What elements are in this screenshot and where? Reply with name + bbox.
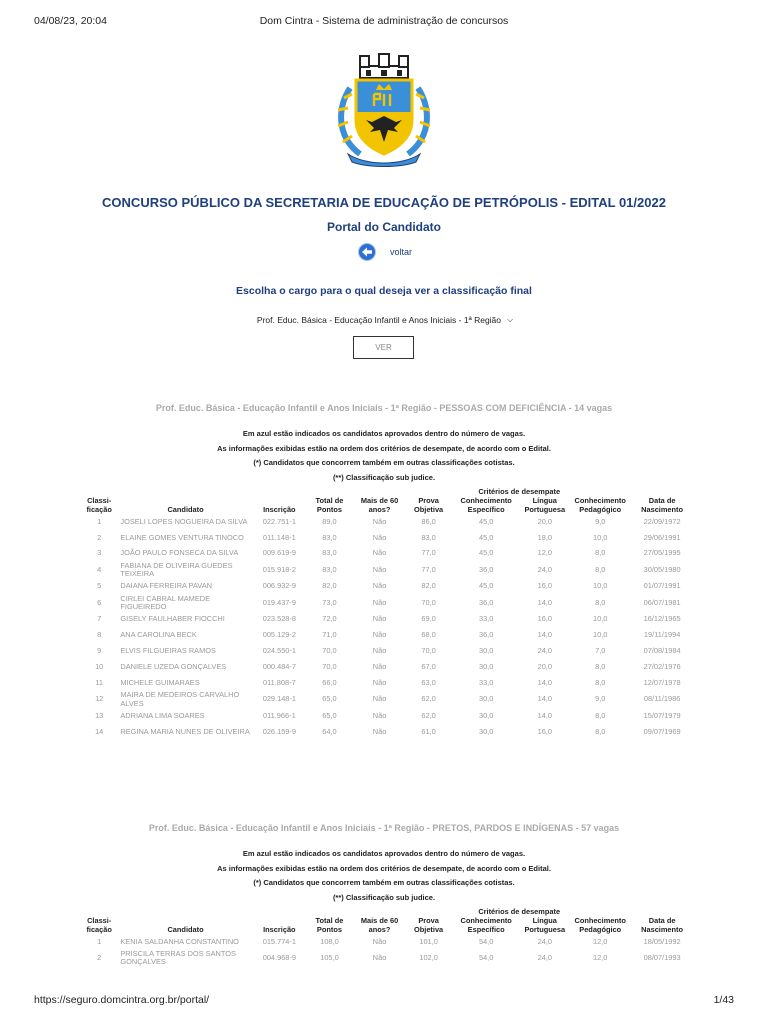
cell-inscricao: 015.774-1 <box>262 936 296 946</box>
cell-total: 71,0 <box>322 630 337 640</box>
cell-candidato: CIRLEI CABRAL MAMEDE FIGUEIREDO <box>120 593 211 612</box>
cell-conh-ped: 10,0 <box>593 614 608 624</box>
table-row <box>80 627 692 643</box>
cell-nascimento: 07/08/1984 <box>643 646 681 656</box>
cell-total: 82,0 <box>322 581 337 591</box>
page-title: CONCURSO PÚBLICO DA SECRETARIA DE EDUCAÇÃO DE PETRÓPOLIS - EDITAL 01/2022 <box>102 195 666 210</box>
cell-candidato: JOSELI LOPES NOGUEIRA DA SILVA <box>120 516 248 526</box>
cell-conh-esp: 30,0 <box>478 726 494 736</box>
cell-lingua: 16,0 <box>537 614 552 624</box>
table-row <box>80 546 692 562</box>
cell-conh-ped: 8,0 <box>595 710 606 720</box>
cell-inscricao: 019.437-9 <box>262 597 296 607</box>
cell-total: 65,0 <box>322 694 337 704</box>
cell-prova: 86,0 <box>421 516 436 526</box>
cell-mais60: Não <box>372 726 387 736</box>
cell-total: 65,0 <box>322 710 337 720</box>
cell-candidato: MICHELE GUIMARAES <box>120 677 200 687</box>
th-candidato: Candidato <box>167 505 204 514</box>
cell-classificacao: 3 <box>97 548 102 558</box>
cell-inscricao: 011.966-1 <box>262 710 296 720</box>
section-title: Prof. Educ. Básica - Educação Infantil e Anos Iniciais - 1ª Região - PRETOS, PARDOS E INDÍGENAS - 57 vagas <box>148 823 620 833</box>
voltar-label: voltar <box>390 247 413 257</box>
cell-mais60: Não <box>372 548 387 558</box>
back-arrow-icon <box>358 243 376 261</box>
cell-conh-esp: 45,0 <box>478 581 494 591</box>
cell-nascimento: 08/11/1986 <box>643 694 681 704</box>
cell-prova: 77,0 <box>421 548 436 558</box>
print-url: https://seguro.domcintra.org.br/portal/ <box>34 994 210 1006</box>
table-row <box>80 708 692 724</box>
section-ppi <box>0 822 768 905</box>
cell-candidato: REGINA MARIA NUNES DE OLIVEIRA <box>120 726 250 736</box>
cell-prova: 69,0 <box>421 614 436 624</box>
print-date: 04/08/23, 20:04 <box>34 15 107 27</box>
chevron-down-icon: ⌵ <box>507 314 514 324</box>
cell-lingua: 24,0 <box>537 564 552 574</box>
table-row <box>80 659 692 675</box>
cell-nascimento: 12/07/1978 <box>643 677 681 687</box>
cell-candidato: DANIELE UZEDA GONÇALVES <box>120 661 227 671</box>
cell-inscricao: 015.918-2 <box>262 564 296 574</box>
table-row <box>80 562 692 579</box>
cell-total: 83,0 <box>322 532 337 542</box>
cell-candidato: DAIANA FERREIRA PAVAN <box>120 581 212 591</box>
cell-candidato: FABIANA DE OLIVEIRA GUEDES TEIXEIRA <box>120 560 233 579</box>
column-header-row <box>80 496 692 514</box>
cell-prova: 102,0 <box>419 953 438 963</box>
cell-nascimento: 16/12/1965 <box>643 614 681 624</box>
cell-conh-esp: 54,0 <box>478 936 494 946</box>
th-lingua: Língua Portuguesa <box>524 916 566 934</box>
table-row <box>80 675 692 691</box>
th-conh-ped: Conhecimento Pedagógico <box>574 496 626 514</box>
cell-nascimento: 06/07/1981 <box>643 597 681 607</box>
cell-lingua: 24,0 <box>537 646 552 656</box>
cell-inscricao: 011.808-7 <box>262 677 296 687</box>
cell-conh-esp: 30,0 <box>478 694 494 704</box>
table-row <box>80 950 692 967</box>
cell-conh-esp: 33,0 <box>478 677 494 687</box>
cell-inscricao: 000.484-7 <box>262 661 296 671</box>
cell-candidato: ELAINE GOMES VENTURA TINOCO <box>120 532 244 542</box>
cell-nascimento: 01/07/1991 <box>643 581 681 591</box>
th-prova: Prova Objetiva <box>414 916 444 934</box>
criterios-header: Critérios de desempate <box>478 906 561 916</box>
cell-conh-esp: 45,0 <box>478 516 494 526</box>
table-row <box>80 691 692 708</box>
cell-prova: 77,0 <box>421 564 436 574</box>
cell-nascimento: 30/05/1980 <box>643 564 681 574</box>
cell-inscricao: 005.129-2 <box>262 630 296 640</box>
cell-mais60: Não <box>372 677 387 687</box>
cell-lingua: 14,0 <box>537 710 552 720</box>
th-total: Total de Pontos <box>315 496 344 514</box>
th-classificacao: Classi-ficação <box>86 496 112 514</box>
cell-lingua: 14,0 <box>537 630 552 640</box>
cell-nascimento: 27/05/1995 <box>643 548 681 558</box>
cell-total: 83,0 <box>322 564 337 574</box>
cell-conh-ped: 9,0 <box>595 694 606 704</box>
note-line: (*) Candidatos que concorrem também em outras classificações cotistas. <box>253 458 515 467</box>
classification-table <box>80 486 692 740</box>
note-line: (*) Candidatos que concorrem também em outras classificações cotistas. <box>253 878 515 887</box>
cell-nascimento: 15/07/1979 <box>643 710 681 720</box>
section-pcd <box>0 402 768 485</box>
criterios-header: Critérios de desempate <box>478 486 561 496</box>
th-candidato: Candidato <box>167 925 204 934</box>
cell-total: 105,0 <box>320 953 339 963</box>
cell-mais60: Não <box>372 516 387 526</box>
cell-classificacao: 10 <box>95 661 104 671</box>
cell-mais60: Não <box>372 710 387 720</box>
cell-classificacao: 2 <box>97 953 102 963</box>
cell-classificacao: 1 <box>97 936 102 946</box>
th-nascimento: Data de Nascimento <box>641 916 684 934</box>
cell-nascimento: 29/06/1991 <box>643 532 681 542</box>
cell-classificacao: 11 <box>95 677 104 687</box>
cell-classificacao: 14 <box>95 726 104 736</box>
cell-conh-ped: 12,0 <box>593 936 608 946</box>
column-header-row <box>80 916 692 934</box>
criteria-header-row <box>80 906 692 916</box>
table-row <box>80 643 692 659</box>
cell-lingua: 24,0 <box>537 936 552 946</box>
th-prova: Prova Objetiva <box>414 496 444 514</box>
cell-lingua: 14,0 <box>537 694 552 704</box>
cell-conh-ped: 8,0 <box>595 548 606 558</box>
cell-total: 83,0 <box>322 548 337 558</box>
th-conh-esp: Conhecimento Específico <box>460 496 512 514</box>
cell-classificacao: 2 <box>97 532 102 542</box>
cell-conh-esp: 54,0 <box>478 953 494 963</box>
cell-candidato: ANA CAROLINA BECK <box>120 630 197 640</box>
section-notes <box>0 847 768 905</box>
cell-conh-esp: 30,0 <box>478 646 494 656</box>
cell-mais60: Não <box>372 953 387 963</box>
cell-nascimento: 27/02/1976 <box>643 661 681 671</box>
cell-inscricao: 022.751-1 <box>262 516 296 526</box>
note-line: As informações exibidas estão na ordem dos critérios de desempate, de acordo com o Edital. <box>217 863 551 873</box>
cell-classificacao: 5 <box>97 581 102 591</box>
cell-inscricao: 029.148-1 <box>262 694 296 704</box>
cargo-select-value: Prof. Educ. Básica - Educação Infantil e Anos Iniciais - 1ª Região <box>256 314 502 325</box>
cell-lingua: 20,0 <box>537 661 552 671</box>
cell-lingua: 14,0 <box>537 597 552 607</box>
cell-total: 64,0 <box>322 726 337 736</box>
cell-classificacao: 6 <box>97 597 102 607</box>
cell-nascimento: 19/11/1994 <box>643 630 681 640</box>
cell-mais60: Não <box>372 564 387 574</box>
cell-prova: 63,0 <box>421 677 436 687</box>
cell-mais60: Não <box>372 597 387 607</box>
cell-candidato: ADRIANA LIMA SOARES <box>120 710 205 720</box>
cell-mais60: Não <box>372 694 387 704</box>
th-inscricao: Inscrição <box>263 925 296 934</box>
cell-conh-ped: 8,0 <box>595 726 606 736</box>
cell-candidato: JOÃO PAULO FONSECA DA SILVA <box>120 548 239 558</box>
cell-lingua: 20,0 <box>537 516 552 526</box>
print-page-title: Dom Cintra - Sistema de administração de concursos <box>259 15 509 27</box>
cell-conh-ped: 8,0 <box>595 677 606 687</box>
cell-prova: 61,0 <box>421 726 436 736</box>
cell-prova: 62,0 <box>421 710 436 720</box>
table-row <box>80 934 692 950</box>
cell-conh-esp: 36,0 <box>478 564 494 574</box>
cell-candidato: GISELY FAULHABER FIOCCHI <box>120 614 225 624</box>
ver-button[interactable]: VER <box>353 336 414 359</box>
classification-table <box>80 906 692 967</box>
th-inscricao: Inscrição <box>263 505 296 514</box>
cell-prova: 70,0 <box>421 646 436 656</box>
print-header <box>0 15 768 31</box>
th-mais60: Mais de 60 anos? <box>360 916 399 934</box>
cell-classificacao: 7 <box>97 614 102 624</box>
table-row <box>80 724 692 740</box>
cell-classificacao: 4 <box>97 564 102 574</box>
cell-total: 108,0 <box>320 936 339 946</box>
cell-inscricao: 023.528-8 <box>262 614 296 624</box>
cell-conh-esp: 45,0 <box>478 532 494 542</box>
choose-cargo-label: Escolha o cargo para o qual deseja ver a classificação final <box>236 285 532 297</box>
cell-inscricao: 024.550-1 <box>262 646 296 656</box>
cell-total: 70,0 <box>322 661 337 671</box>
cell-nascimento: 09/07/1969 <box>643 726 681 736</box>
cell-conh-ped: 9,0 <box>595 516 606 526</box>
th-conh-esp: Conhecimento Específico <box>460 916 512 934</box>
note-line: (**) Classificação sub judice. <box>332 472 436 482</box>
table-row <box>80 514 692 530</box>
cell-inscricao: 009.619-9 <box>262 548 296 558</box>
cell-prova: 62,0 <box>421 694 436 704</box>
cell-mais60: Não <box>372 581 387 591</box>
cell-classificacao: 8 <box>97 630 102 640</box>
cell-nascimento: 08/07/1993 <box>643 953 681 963</box>
cell-inscricao: 006.932-9 <box>262 581 296 591</box>
coat-of-arms-logo <box>326 50 442 168</box>
cell-conh-ped: 7,0 <box>595 646 606 656</box>
cell-inscricao: 004.968-9 <box>262 953 296 963</box>
table-row <box>80 612 692 628</box>
cell-conh-ped: 12,0 <box>593 953 608 963</box>
cell-inscricao: 011.148-1 <box>262 532 296 542</box>
cell-conh-esp: 30,0 <box>478 661 494 671</box>
cell-classificacao: 9 <box>97 646 102 656</box>
portal-subtitle: Portal do Candidato <box>327 220 441 234</box>
cell-candidato: PRISCILA TERRAS DOS SANTOS GONÇALVES <box>120 948 236 967</box>
cell-conh-ped: 10,0 <box>593 581 608 591</box>
cell-lingua: 14,0 <box>537 677 552 687</box>
th-total: Total de Pontos <box>315 916 344 934</box>
cell-total: 70,0 <box>322 646 337 656</box>
cell-lingua: 16,0 <box>537 581 552 591</box>
cell-conh-esp: 33,0 <box>478 614 494 624</box>
cell-conh-ped: 8,0 <box>595 564 606 574</box>
cell-nascimento: 18/05/1992 <box>643 936 681 946</box>
cell-lingua: 16,0 <box>537 726 552 736</box>
cell-lingua: 12,0 <box>537 548 552 558</box>
note-line: Em azul estão indicados os candidatos aprovados dentro do número de vagas. <box>242 429 526 438</box>
note-line: As informações exibidas estão na ordem dos critérios de desempate, de acordo com o Edital. <box>217 443 551 453</box>
cell-total: 72,0 <box>322 614 337 624</box>
cell-prova: 82,0 <box>421 581 436 591</box>
criteria-header-row <box>80 486 692 496</box>
note-line: (**) Classificação sub judice. <box>332 892 436 902</box>
cell-inscricao: 026.159-9 <box>262 726 296 736</box>
cell-mais60: Não <box>372 614 387 624</box>
cell-conh-ped: 10,0 <box>593 532 608 542</box>
cell-prova: 70,0 <box>421 597 436 607</box>
print-page-number: 1/43 <box>713 994 734 1006</box>
cell-mais60: Não <box>372 630 387 640</box>
table-row <box>80 530 692 546</box>
cell-conh-ped: 8,0 <box>595 597 606 607</box>
cell-mais60: Não <box>372 936 387 946</box>
cell-prova: 83,0 <box>421 532 436 542</box>
cell-prova: 101,0 <box>419 936 438 946</box>
th-conh-ped: Conhecimento Pedagógico <box>574 916 626 934</box>
th-lingua: Língua Portuguesa <box>524 496 566 514</box>
cell-candidato: ELVIS FILGUEIRAS RAMOS <box>120 646 216 656</box>
cell-conh-esp: 36,0 <box>478 597 494 607</box>
cell-prova: 68,0 <box>421 630 436 640</box>
section-notes <box>0 427 768 485</box>
cell-mais60: Não <box>372 532 387 542</box>
note-line: Em azul estão indicados os candidatos aprovados dentro do número de vagas. <box>242 849 526 858</box>
table-row <box>80 595 692 612</box>
cell-conh-ped: 10,0 <box>593 630 608 640</box>
cell-candidato: MAIRA DE MEDEIROS CARVALHO ALVES <box>120 690 240 708</box>
cell-conh-ped: 8,0 <box>595 661 606 671</box>
table-row <box>80 579 692 595</box>
cell-lingua: 24,0 <box>537 953 552 963</box>
cargo-select[interactable] <box>240 312 530 327</box>
cell-classificacao: 13 <box>95 710 104 720</box>
cell-conh-esp: 36,0 <box>478 630 494 640</box>
voltar-link[interactable] <box>358 243 412 261</box>
cell-mais60: Não <box>372 646 387 656</box>
cell-prova: 67,0 <box>421 661 436 671</box>
cell-total: 66,0 <box>322 677 337 687</box>
th-classificacao: Classi-ficação <box>86 916 112 934</box>
cell-classificacao: 1 <box>97 516 102 526</box>
cell-candidato: KENIA SALDANHA CONSTANTINO <box>120 936 239 946</box>
cell-total: 89,0 <box>322 516 337 526</box>
cell-mais60: Não <box>372 661 387 671</box>
th-mais60: Mais de 60 anos? <box>360 496 399 514</box>
cell-classificacao: 12 <box>95 694 104 704</box>
cell-lingua: 18,0 <box>537 532 552 542</box>
cell-nascimento: 22/09/1972 <box>643 516 681 526</box>
th-nascimento: Data de Nascimento <box>641 496 684 514</box>
cell-conh-esp: 30,0 <box>478 710 494 720</box>
cell-total: 73,0 <box>322 597 337 607</box>
section-title: Prof. Educ. Básica - Educação Infantil e Anos Iniciais - 1ª Região - PESSOAS COM DEFICIÊNCIA - 14 vagas <box>155 403 613 413</box>
cell-conh-esp: 45,0 <box>478 548 494 558</box>
